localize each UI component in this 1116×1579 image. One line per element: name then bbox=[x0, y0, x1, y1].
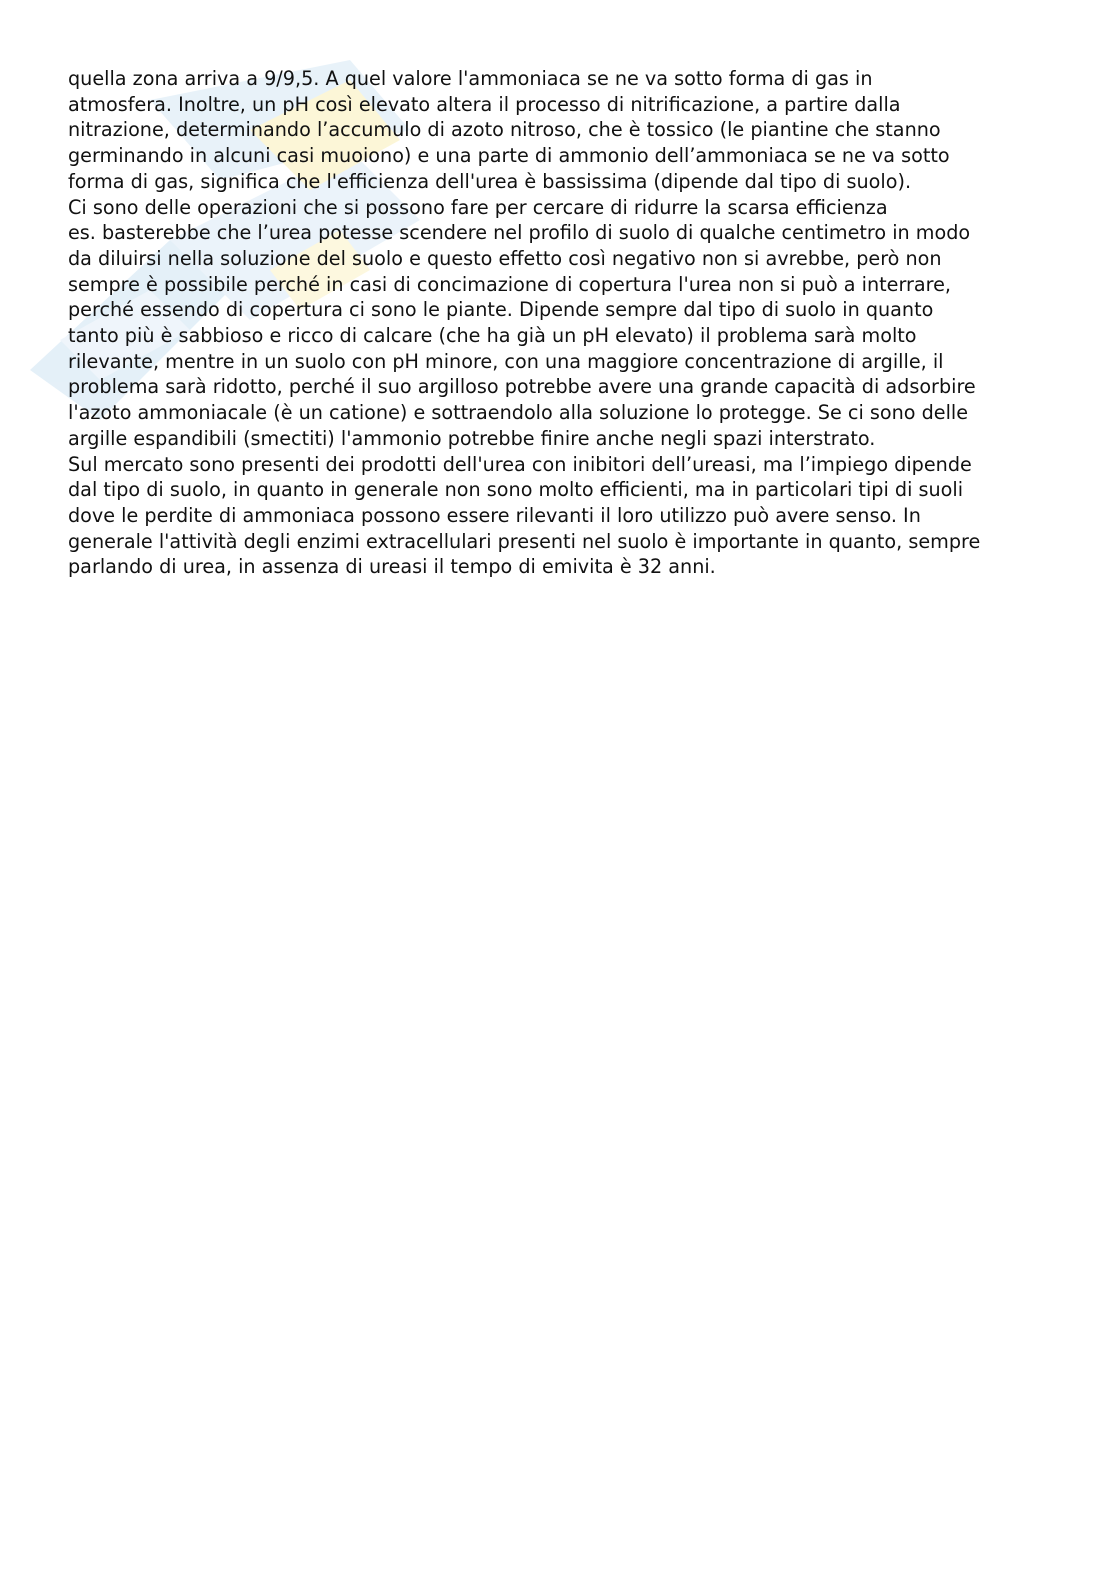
text-line: problema sarà ridotto, perché il suo argilloso potrebbe avere una grande capacità di adsorbire bbox=[68, 375, 976, 399]
text-line: germinando in alcuni casi muoiono) e una parte di ammonio dell’ammoniaca se ne va sotto bbox=[68, 144, 950, 168]
text-line: perché essendo di copertura ci sono le piante. Dipende sempre dal tipo di suolo in quanto bbox=[68, 298, 934, 322]
text-line: nitrazione, determinando l’accumulo di azoto nitroso, che è tossico (le piantine che stanno bbox=[68, 118, 941, 142]
text-line: dal tipo di suolo, in quanto in generale non sono molto efficienti, ma in particolari tipi di suoli bbox=[68, 478, 964, 502]
text-line: sempre è possibile perché in casi di concimazione di copertura l'urea non si può a interrare, bbox=[68, 272, 952, 296]
text-line: argille espandibili (smectiti) l'ammonio potrebbe finire anche negli spazi interstrato. bbox=[68, 426, 876, 450]
text-line: forma di gas, significa che l'efficienza dell'urea è bassissima (dipende dal tipo di suolo). bbox=[68, 169, 912, 193]
text-line: Sul mercato sono presenti dei prodotti dell'urea con inibitori dell’ureasi, ma l’impiego dipende bbox=[68, 452, 972, 476]
text-line: tanto più è sabbioso e ricco di calcare (che ha già un pH elevato) il problema sarà molto bbox=[68, 324, 917, 348]
text-line: l'azoto ammoniacale (è un catione) e sottraendolo alla soluzione lo protegge. Se ci sono delle bbox=[68, 401, 969, 425]
text-line: Ci sono delle operazioni che si possono fare per cercare di ridurre la scarsa efficienza bbox=[68, 195, 888, 219]
text-line: dove le perdite di ammoniaca possono essere rilevanti il loro utilizzo può avere senso. In bbox=[68, 503, 921, 527]
text-line: atmosfera. Inoltre, un pH così elevato altera il processo di nitrificazione, a partire dalla bbox=[68, 92, 901, 116]
text-line: quella zona arriva a 9/9,5. A quel valore l'ammoniaca se ne va sotto forma di gas in bbox=[68, 67, 873, 90]
text-line: es. basterebbe che l’urea potesse scendere nel profilo di suolo di qualche centimetro in modo bbox=[68, 221, 971, 245]
document-body bbox=[68, 66, 1068, 580]
text-line: da diluirsi nella soluzione del suolo e questo effetto così negativo non si avrebbe, però non bbox=[68, 246, 942, 270]
text-line: parlando di urea, in assenza di ureasi il tempo di emivita è 32 anni. bbox=[68, 555, 716, 579]
text-line: generale l'attività degli enzimi extracellulari presenti nel suolo è importante in quanto, sempre bbox=[68, 529, 981, 553]
text-line: rilevante, mentre in un suolo con pH minore, con una maggiore concentrazione di argille, il bbox=[68, 349, 944, 373]
